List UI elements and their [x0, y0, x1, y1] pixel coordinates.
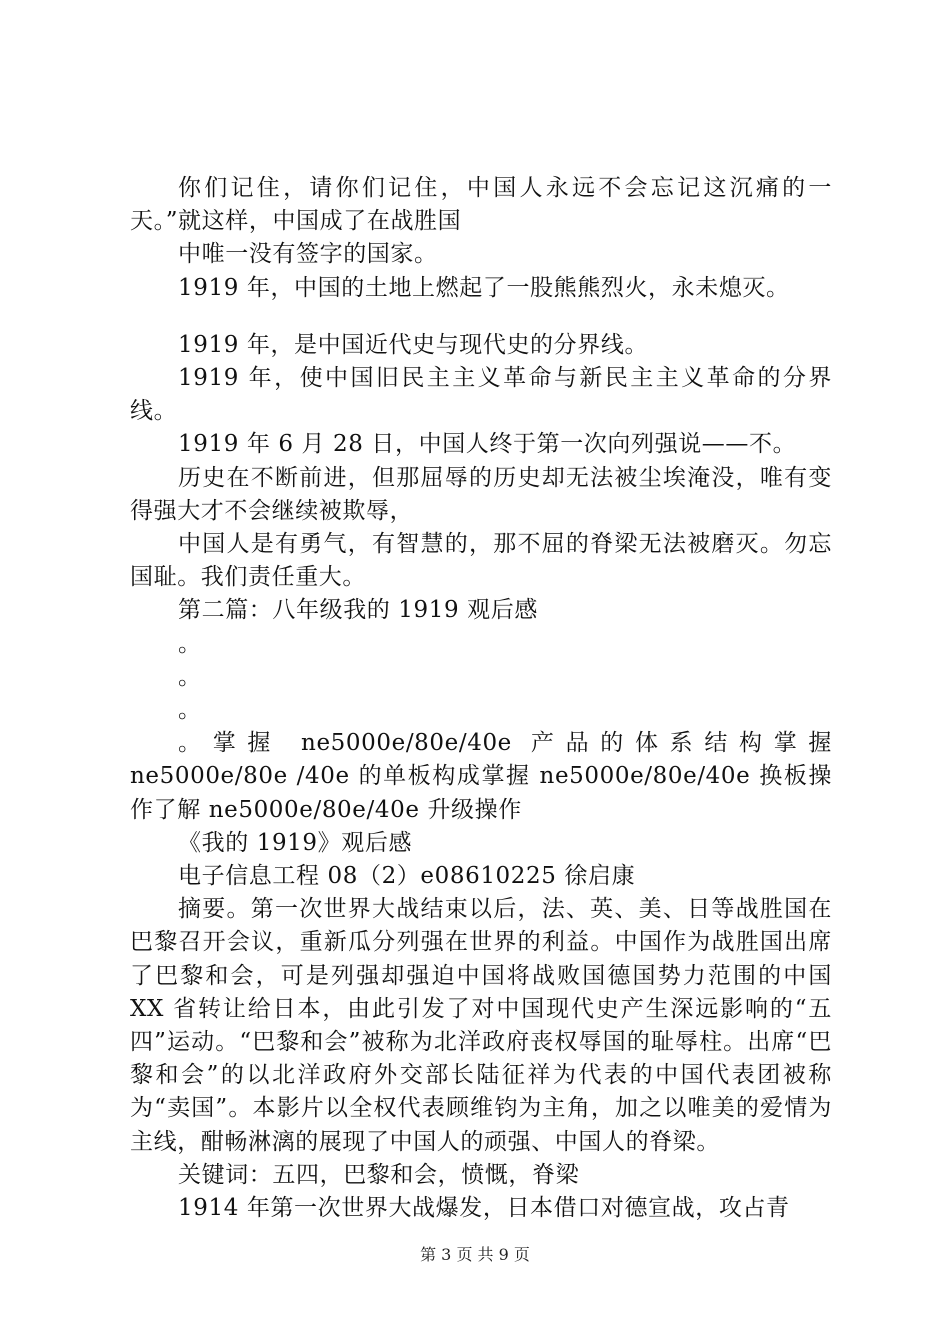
paragraph-gap	[130, 305, 832, 329]
paragraph: 1919 年，使中国旧民主主义革命与新民主主义革命的分界线。	[130, 365, 832, 425]
abstract-paragraph: 摘要。第一次世界大战结束以后，法、英、美、日等战胜国在巴黎召开会议，重新瓜分列强在世界的利益。中国作为战胜国出席了巴黎和会，可是列强却强迫中国将战败国德国势力范围的中国 XX 省转让给日本，由此引发了对中国现代史产生深远影响的“五四”运动。“巴黎和会”被称为北洋政府丧权辱国的耻辱柱。出席“巴黎和会”的以北洋政府外交部长陆征祥为代表的中国代表团被称为“卖国”。本影片以全权代表顾维钧为主角，加之以唯美的爱情为主线，酣畅淋漓的展现了中国人的顽强、中国人的脊梁。	[130, 896, 832, 1155]
paragraph: 你们记住，请你们记住，中国人永远不会忘记这沉痛的一天。”就这样，中国成了在战胜国	[130, 175, 832, 235]
author-line: 电子信息工程 08（2）e08610225 徐启康	[178, 863, 636, 890]
paragraph: 1914 年第一次世界大战爆发，日本借口对德宣战，攻占青	[178, 1195, 790, 1222]
article-title: 《我的 1919》观后感	[178, 829, 413, 856]
page-number-footer: 第 3 页 共 9 页	[420, 1245, 530, 1264]
section-heading: 第二篇：八年级我的 1919 观后感	[178, 597, 538, 624]
paragraph: 。	[178, 663, 202, 690]
paragraph: 。	[178, 697, 202, 724]
body-text	[130, 172, 832, 1225]
paragraph: 。掌握 ne5000e/80e/40e 产品的体系结构掌握 ne5000e/80e /40e 的单板构成掌握 ne5000e/80e/40e 换板操作了解 ne5000e/80e/40e 升级操作	[130, 730, 832, 823]
paragraph: 1919 年 6 月 28 日，中国人终于第一次向列强说——不。	[178, 431, 797, 458]
paragraph: 历史在不断前进，但那屈辱的历史却无法被尘埃淹没，唯有变得强大才不会继续被欺辱，	[130, 464, 832, 524]
paragraph: 1919 年，是中国近代史与现代史的分界线。	[178, 331, 649, 358]
paragraph: 。	[178, 630, 202, 657]
keywords-line: 关键词：五四，巴黎和会，愤慨，脊梁	[178, 1161, 580, 1188]
paragraph: 1919 年，中国的土地上燃起了一股熊熊烈火，永未熄灭。	[178, 274, 790, 301]
paragraph: 中唯一没有签字的国家。	[178, 241, 438, 268]
paragraph: 中国人是有勇气，有智慧的，那不屈的脊梁无法被磨灭。勿忘国耻。我们责任重大。	[130, 531, 832, 591]
